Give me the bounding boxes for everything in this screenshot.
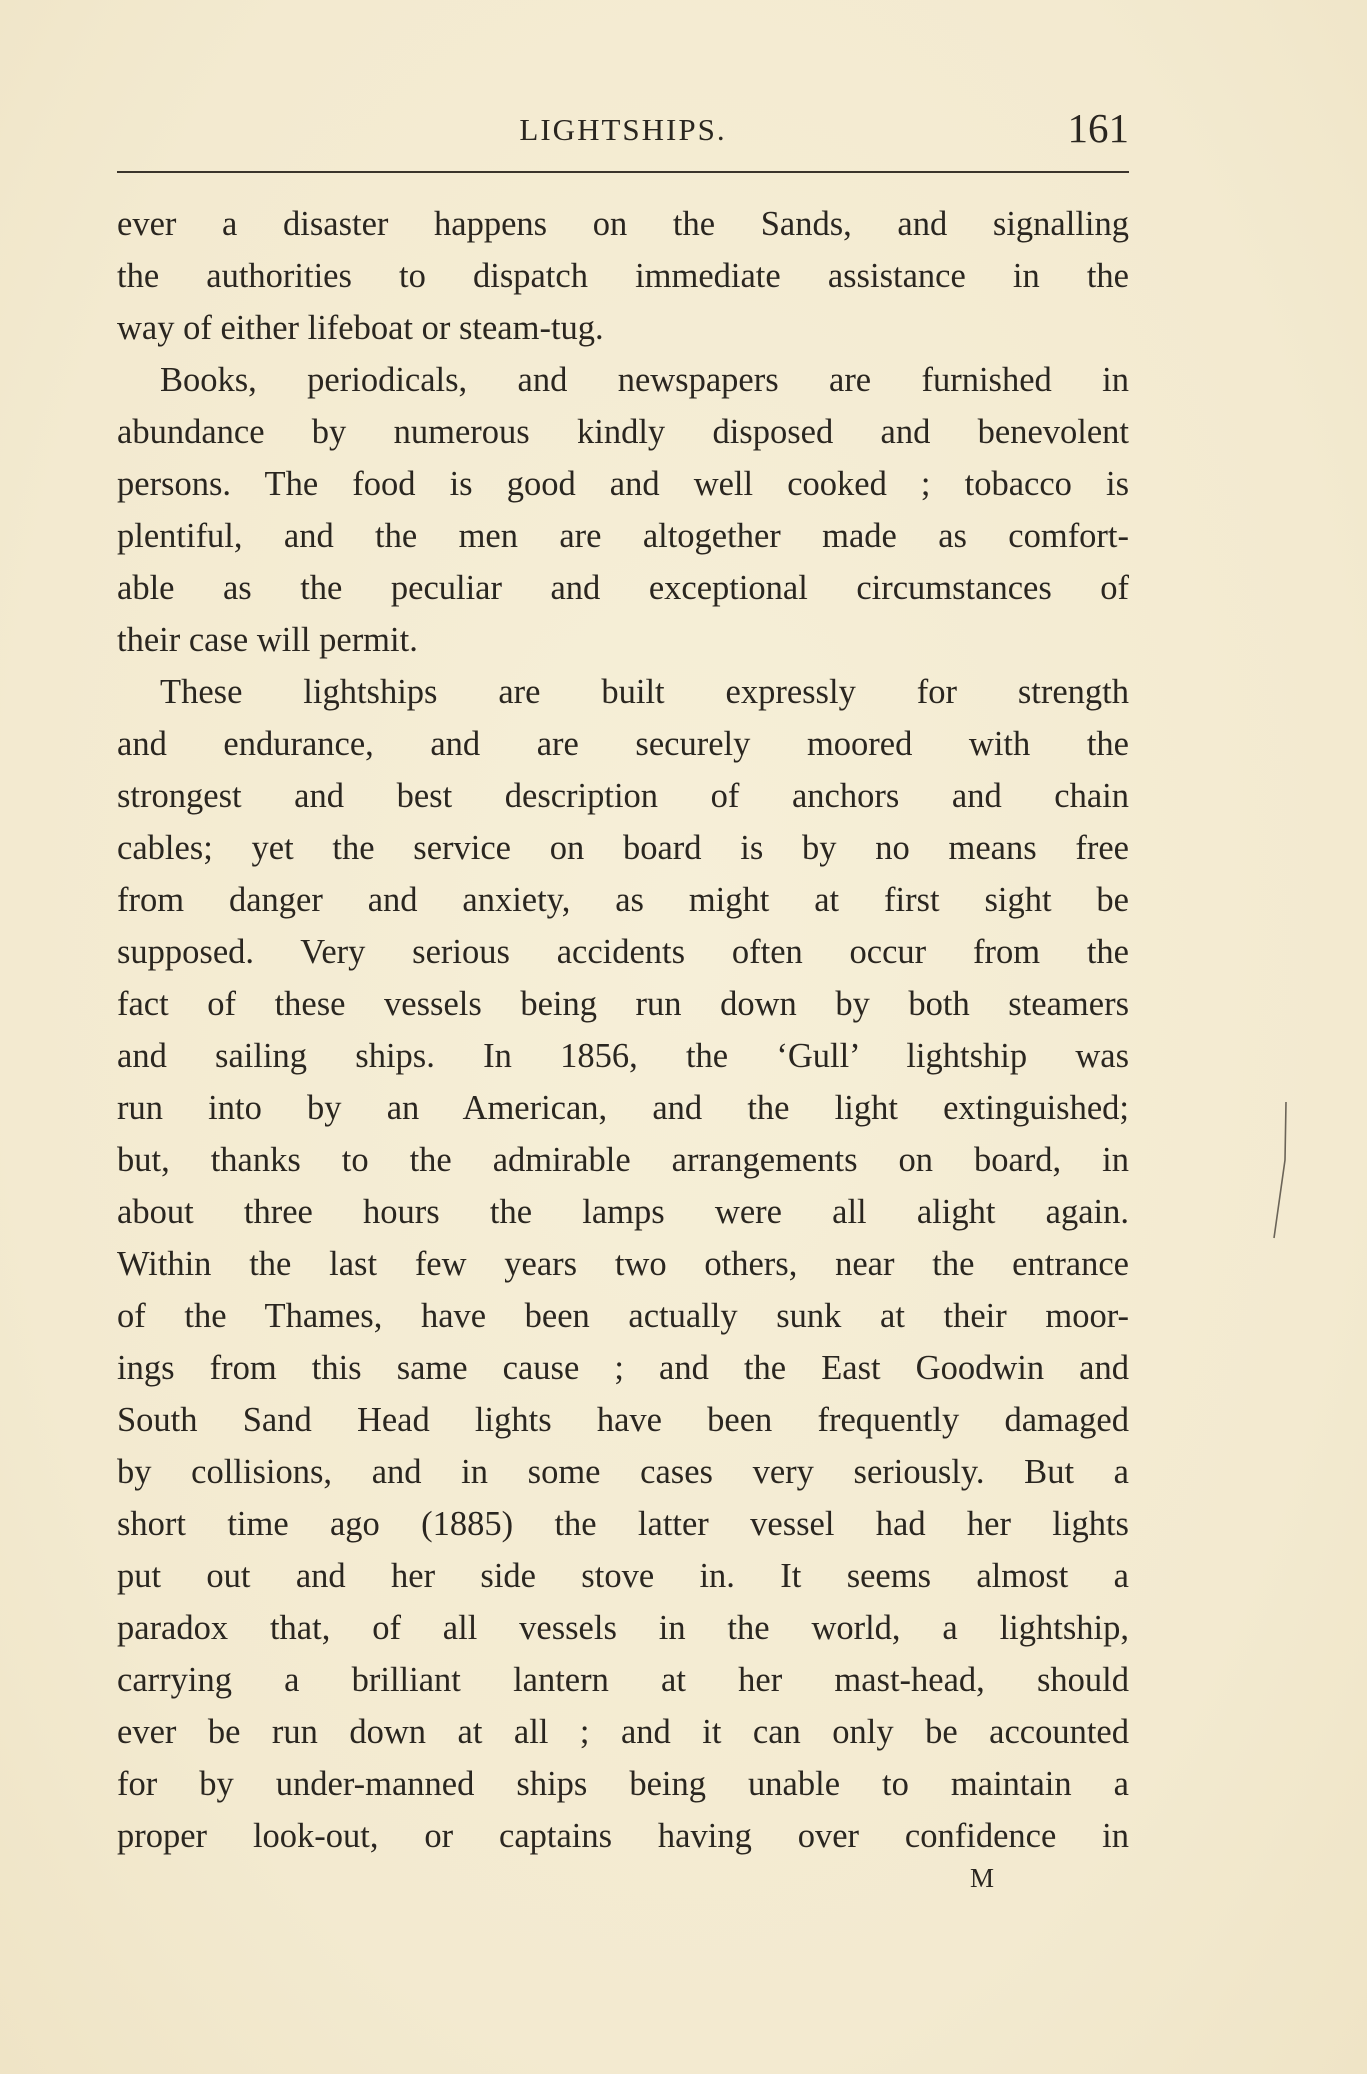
text-line: their case will permit. (117, 621, 418, 659)
running-head (117, 104, 1129, 150)
text-line: able as the peculiar and exceptional circumstances of (117, 569, 1129, 607)
text-line: and sailing ships. In 1856, the ‘Gull’ lightship was (117, 1037, 1129, 1075)
text-line: fact of these vessels being run down by both steamers (117, 985, 1129, 1023)
text-line: and endurance, and are securely moored with the (117, 725, 1129, 763)
text-line: These lightships are built expressly for strength (160, 673, 1129, 711)
header-rule (117, 171, 1129, 173)
running-head-title: LIGHTSHIPS. (519, 112, 727, 147)
text-line: strongest and best description of anchors and chain (117, 777, 1129, 815)
text-line: from danger and anxiety, as might at first sight be (117, 881, 1129, 919)
text-line: put out and her side stove in. It seems almost a (117, 1557, 1129, 1595)
text-line: ever a disaster happens on the Sands, and signalling (117, 205, 1129, 243)
text-line: abundance by numerous kindly disposed and benevolent (117, 413, 1129, 451)
text-line: supposed. Very serious accidents often occur from the (117, 933, 1129, 971)
page-number: 161 (1067, 105, 1129, 151)
text-line: paradox that, of all vessels in the world, a lightship, (117, 1609, 1129, 1647)
body-text (117, 198, 1129, 1862)
text-line: ings from this same cause ; and the East Goodwin and (117, 1349, 1129, 1387)
signature-mark: M (970, 1863, 996, 1893)
text-line: run into by an American, and the light extinguished; (117, 1089, 1129, 1127)
text-line: Books, periodicals, and newspapers are furnished in (160, 361, 1129, 399)
text-line: Within the last few years two others, near the entrance (117, 1245, 1129, 1283)
text-line: South Sand Head lights have been frequently damaged (117, 1401, 1129, 1439)
text-line: plentiful, and the men are altogether made as comfort- (117, 517, 1129, 555)
text-line: the authorities to dispatch immediate assistance in the (117, 257, 1129, 295)
text-line: but, thanks to the admirable arrangements on board, in (117, 1141, 1129, 1179)
text-line: for by under-manned ships being unable to maintain a (117, 1765, 1129, 1803)
text-line: about three hours the lamps were all alight again. (117, 1193, 1129, 1231)
text-line: carrying a brilliant lantern at her mast-head, should (117, 1661, 1129, 1699)
text-line: ever be run down at all ; and it can only be accounted (117, 1713, 1129, 1751)
text-line: persons. The food is good and well cooked ; tobacco is (117, 465, 1129, 503)
text-line: cables; yet the service on board is by no means free (117, 829, 1129, 867)
margin-pencil-mark (1270, 1100, 1290, 1240)
text-line: by collisions, and in some cases very seriously. But a (117, 1453, 1129, 1491)
text-line: of the Thames, have been actually sunk at their moor- (117, 1297, 1129, 1335)
text-line: proper look-out, or captains having over confidence in (117, 1817, 1129, 1855)
text-line: short time ago (1885) the latter vessel had her lights (117, 1505, 1129, 1543)
text-line: way of either lifeboat or steam-tug. (117, 309, 604, 347)
